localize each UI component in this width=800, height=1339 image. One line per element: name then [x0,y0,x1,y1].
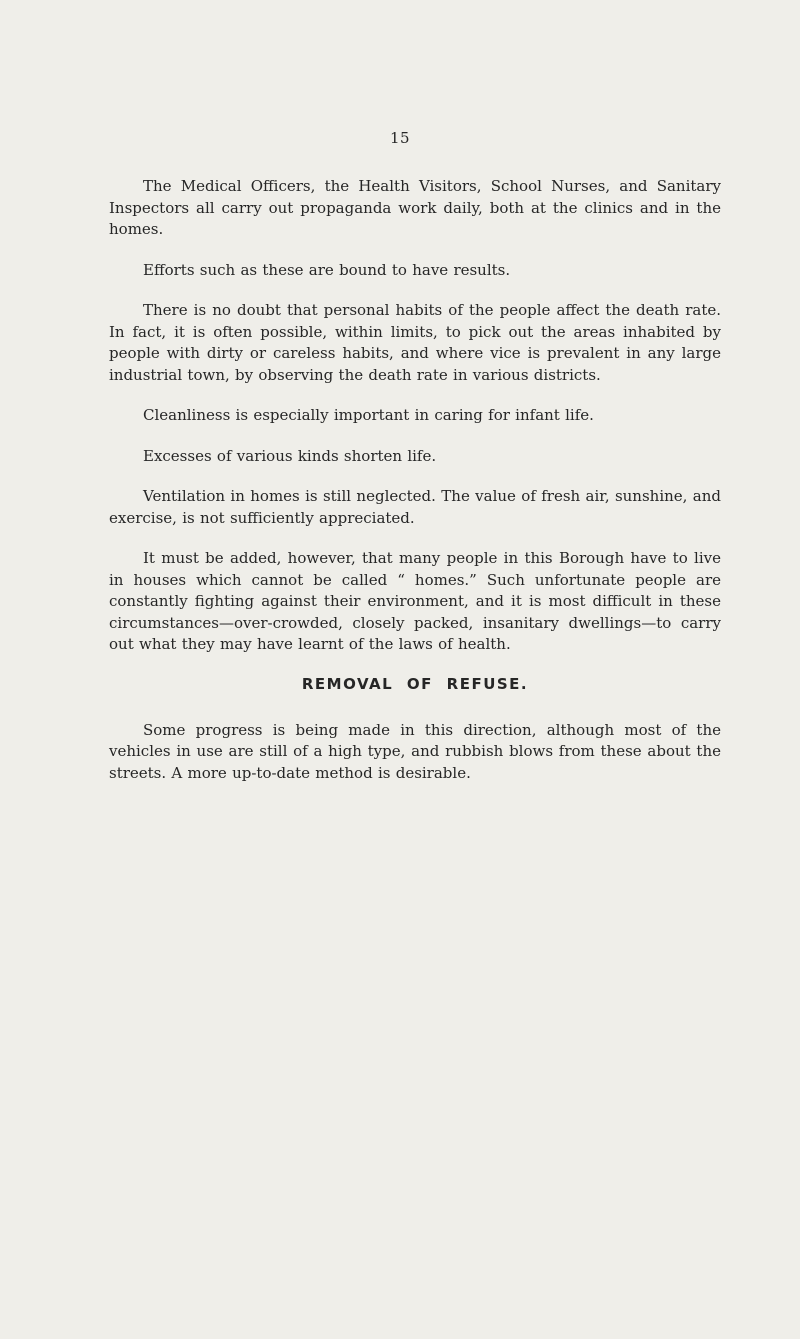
section-heading-removal-of-refuse: REMOVAL OF REFUSE. [301,674,529,693]
paragraph-personal-habits: There is no doubt that personal habits of the people affect the death rate. In fact, it is often possible, within limits, to pick out the areas inhabited by people with dirty or careless habits, and where vice is prevalent in any large industrial town, by observing the death rate in various districts. [109,301,721,384]
paragraph-efforts: Efforts such as these are bound to have results. [143,260,511,279]
paragraph-ventilation: Ventilation in homes is still neglected. The value of fresh air, sunshine, and exercise, is not sufficiently appreciated. [109,487,721,527]
paragraph-cleanliness: Cleanliness is especially important in caring for infant life. [143,406,594,424]
page-number: 15 [389,129,411,147]
paragraph-excesses: Excesses of various kinds shorten life. [143,446,437,465]
paragraph-refuse-vehicles: Some progress is being made in this direction, although most of the vehicles in use are still of a high type, and rubbish blows from these about the streets. A more up-to-date method is desirable. [109,720,721,782]
paragraph-housing-conditions: It must be added, however, that many people in this Borough have to live in houses which cannot be called “ homes.” Such unfortunate people are constantly fighting against their environment, and it is most difficult in these circumstances—over-crowded, closely packed, insanitary dwellings—to carry out what they may have learnt of the laws of health. [109,549,721,653]
page-content [109,176,721,803]
paragraph-propaganda-work: The Medical Officers, the Health Visitors, School Nurses, and Sanitary Inspectors all carry out propaganda work daily, both at the clinics and in the homes. [109,177,721,238]
